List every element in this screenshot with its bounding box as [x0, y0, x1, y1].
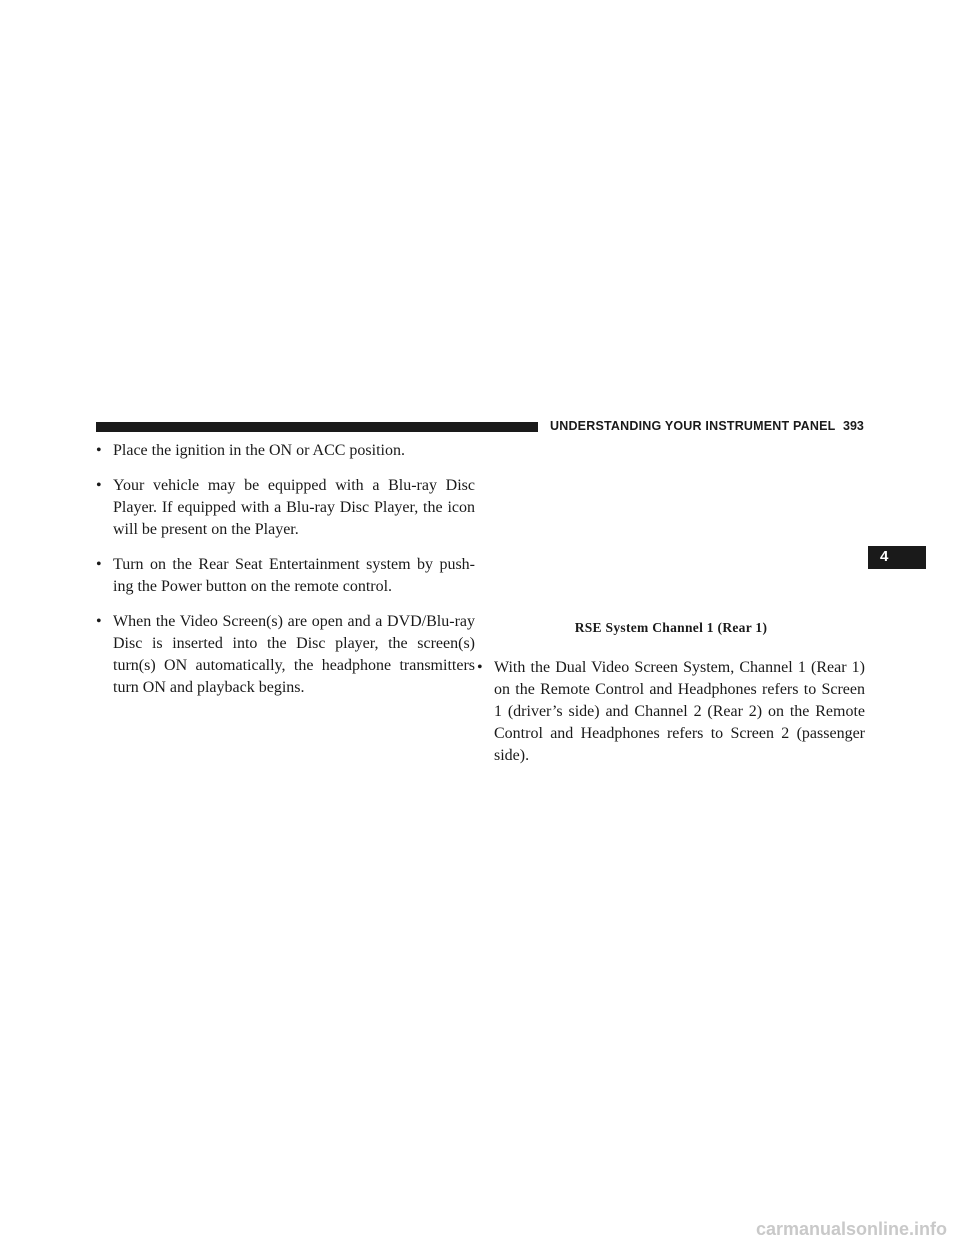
chapter-tab — [868, 546, 926, 569]
chapter-number: 4 — [880, 548, 889, 565]
bullet-bluray-player: • Your vehicle may be equipped with a Blu-ray Disc Player. If equipped with a Blu-ray Disc Player, the icon will be present on the Player. — [96, 475, 475, 541]
bullet-ignition: • Place the ignition in the ON or ACC position. — [96, 440, 475, 462]
bullet-auto-playback: • When the Video Screen(s) are open and a DVD/Blu-ray Disc is inserted into the Disc player, the screen(s) turn(s) ON automatically, the headphone transmitters turn ON and playback begins. — [96, 611, 475, 699]
left-column — [96, 440, 475, 712]
page-number: 393 — [843, 419, 864, 433]
right-column — [477, 657, 865, 780]
header-rule — [96, 422, 538, 432]
watermark: carmanualsonline.info — [755, 1219, 947, 1239]
figure-caption: RSE System Channel 1 (Rear 1) — [574, 620, 768, 635]
bullet-dual-screen: • With the Dual Video Screen System, Channel 1 (Rear 1) on the Remote Control and Headphones refers to Screen 1 (driver’s side) and Channel 2 (Rear 2) on the Remote Control and Headphones refers to Screen 2 (passenger side). — [477, 657, 865, 767]
bullet-power-on: • Turn on the Rear Seat Entertainment system by push-ing the Power button on the remote control. — [96, 554, 475, 598]
section-title: UNDERSTANDING YOUR INSTRUMENT PANEL — [550, 419, 836, 433]
